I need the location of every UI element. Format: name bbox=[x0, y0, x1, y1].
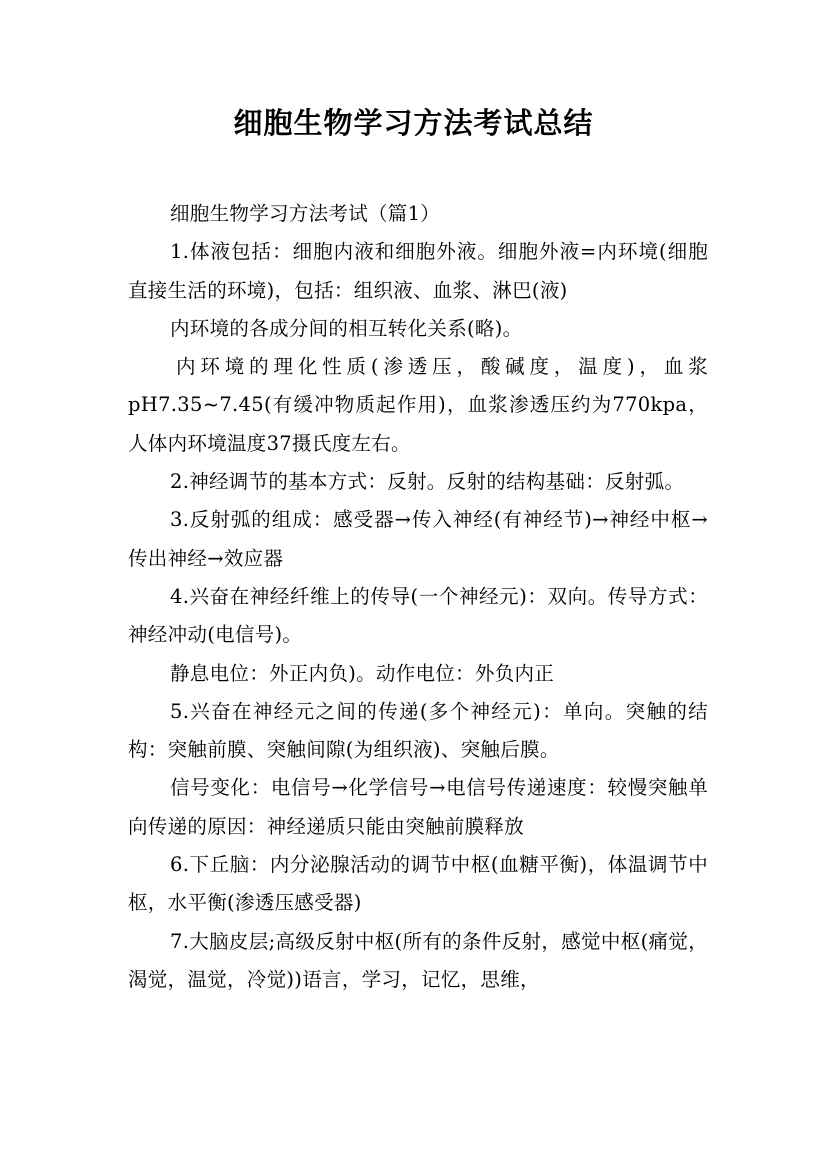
paragraph-nerve-fiber: 4.兴奋在神经纤维上的传导(一个神经元)：双向。传导方式：神经冲动(电信号)。 bbox=[128, 584, 708, 647]
paragraph-reflex: 2.神经调节的基本方式：反射。反射的结构基础：反射弧。 bbox=[170, 470, 685, 494]
paragraph-reflex-arc: 3.反射弧的组成：感受器→传入神经(有神经节)→神经中枢→传出神经→效应器 bbox=[128, 508, 708, 570]
paragraph-potential: 静息电位：外正内负)。动作电位：外负内正 bbox=[170, 661, 555, 685]
section-heading: 细胞生物学习方法考试（篇1） bbox=[170, 202, 441, 225]
document-title: 细胞生物学习方法考试总结 bbox=[233, 106, 594, 140]
document-body bbox=[128, 195, 708, 999]
paragraph-body-fluid: 1.体液包括：细胞内液和细胞外液。细胞外液=内环境(细胞直接生活的环境)，包括：组织液、血浆、淋巴(液) bbox=[128, 240, 708, 302]
paragraph-conversion: 内环境的各成分间的相互转化关系(略)。 bbox=[170, 316, 523, 340]
paragraph-synapse: 5.兴奋在神经元之间的传递(多个神经元)：单向。突触的结构：突触前膜、突触间隙(为组织液)、突触后膜。 bbox=[128, 699, 708, 762]
paragraph-signal: 信号变化：电信号→化学信号→电信号传递速度：较慢突触单向传递的原因：神经递质只能由突触前膜释放 bbox=[128, 776, 708, 838]
paragraph-physicochemical: 内环境的理化性质(渗透压，酸碱度，温度)，血浆pH7.35~7.45(有缓冲物质起作用)，血浆渗透压约为770kpa，人体内环境温度37摄氏度左右。 bbox=[128, 355, 708, 455]
paragraph-cortex: 7.大脑皮层;高级反射中枢(所有的条件反射，感觉中枢(痛觉，渴觉，温觉，冷觉))语言，学习，记忆，思维， bbox=[128, 929, 708, 991]
paragraph-hypothalamus: 6.下丘脑：内分泌腺活动的调节中枢(血糖平衡)，体温调节中枢，水平衡(渗透压感受器) bbox=[128, 853, 708, 915]
